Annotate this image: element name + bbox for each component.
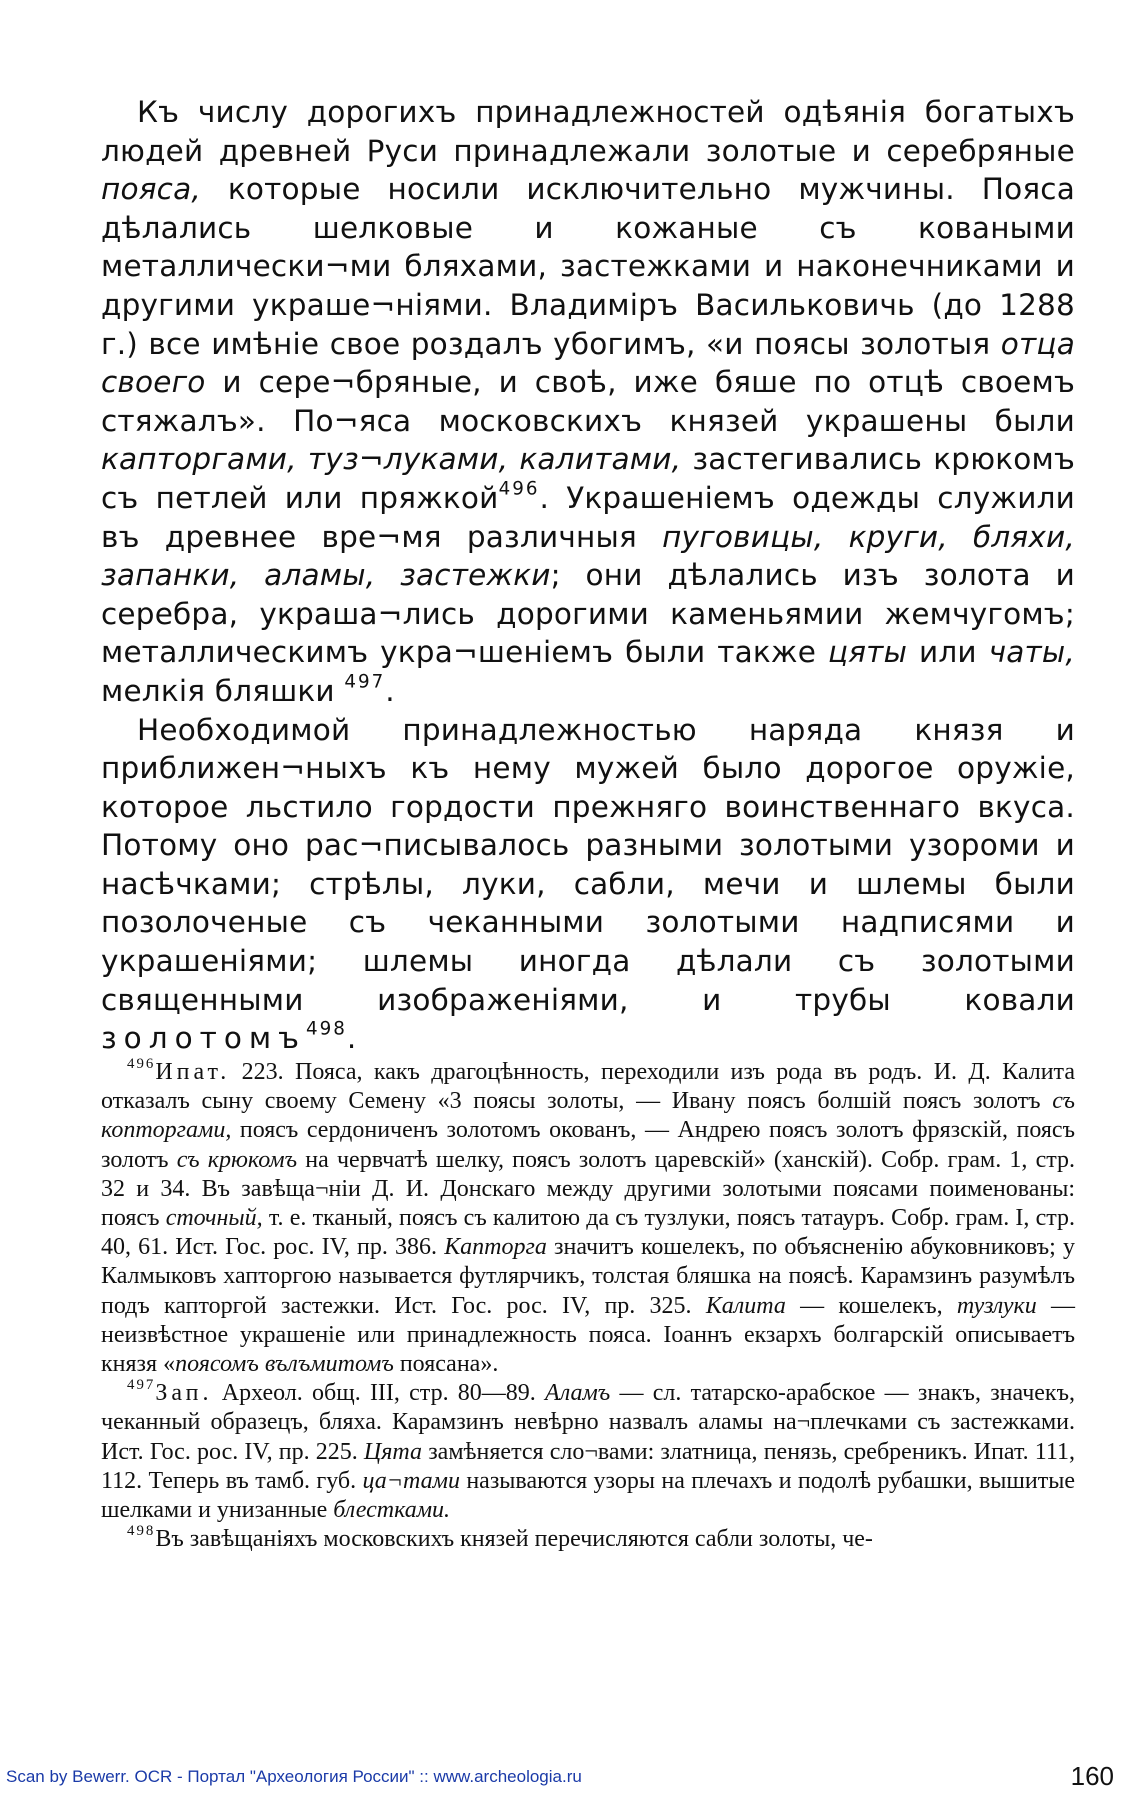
archeologia-link[interactable]: www.archeologia.ru [433, 1767, 582, 1786]
paragraph-weapons: Необходимой принадлежностью наряда князя и приближен¬ныхъ къ нему мужей было дорогое оружіе, которое льстило гордости прежняго воинственнаго вкуса. Потому оно рас¬писывалось разными золотыми узороми и насѣчками; стрѣлы, луки, сабли, мечи и шлемы были позолоченые съ чеканными золотыми надписями и украшеніями; шлемы иногда дѣлали съ золотыми священными изображеніями, и трубы ковали золотомъ$^{498}$. [101, 712, 1075, 1056]
scan-credit: Scan by Bewerr. OCR - Портал "Археология России" :: www.archeologia.ru [6, 1767, 582, 1786]
main-text-body [101, 93, 1075, 1058]
footnote-ref-498[interactable]: 498 [305, 1018, 347, 1040]
footnote-ref-496[interactable]: 496 [498, 478, 540, 500]
footnote-number: 496 [127, 1055, 156, 1072]
footnote-number: 498 [127, 1523, 156, 1540]
page-number: 160 [1070, 1761, 1114, 1791]
footnote-ref-497[interactable]: 497 [344, 671, 386, 693]
page-footer [0, 1763, 1140, 1793]
footnote-number: 497 [127, 1377, 156, 1394]
paragraph-belts: Къ числу дорогихъ принадлежностей одѣянія богатыхъ людей древней Руси принадлежали золотые и серебряные пояса, которые носили исключительно мужчины. Пояса дѣлались шелковые и кожаные съ коваными металлически¬ми бляхами, застежками и наконечниками и другими украше¬ніями. Владиміръ Васильковичь (до 1288 г.) все имѣніе свое роздалъ убогимъ, «и поясы золотыя отца своего и сере¬бряные, и своѣ, иже бяше по отцѣ своемъ стяжалъ». По¬яса московскихъ князей украшены были капторгами, туз¬луками, калитами, застегивались крюкомъ съ петлей или пряжкой$^{496}$. Украшеніемъ одежды служили въ древнее вре¬мя различныя пуговицы, круги, бляхи, запанки, аламы, застежки; они дѣлались изъ золота и серебра, украша¬лись дорогими каменьямии жемчугомъ; металлическимъ укра¬шеніемъ были также цяты или чаты, мелкія бляшки $^{497}$. [101, 95, 1076, 708]
footnote-498: $^{498}$Въ завѣщаніяхъ московскихъ князей перечисляются сабли золоты, че- [127, 1523, 873, 1553]
footnote-497: $^{497}$Зап. Археол. общ. III, стр. 80—89. Аламъ — сл. татарско-арабское — знакъ, значекъ, чеканный образецъ, бляха. Карамзинъ невѣрно назвалъ аламы на¬плечками съ застежками. Ист. Гос. рос. IV, пр. 225. Цята замѣняется сло¬вами: златница, пенязь, сребреникъ. Ипат. 111, 112. Теперь въ тамб. губ. ца¬тами называются узоры на плечахъ и подолѣ рубашки, вышитые шелками и унизанные блестками. [101, 1377, 1075, 1524]
footnotes-section [101, 1055, 1076, 1554]
footnote-496: $^{496}$Ипат. 223. Пояса, какъ драгоцѣнность, переходили изъ рода въ родъ. И. Д. Калита отказалъ сыну своему Семену «3 поясы золоты, — Ивану поясъ болшій поясъ золотъ съ копторгами, поясъ сердониченъ золотомъ окованъ, — Андрею поясъ золотъ фрязскій, поясъ золотъ съ крюкомъ на червчатѣ шелку, поясъ золотъ царевскій» (ханскій). Собр. грам. 1, стр. 32 и 34. Въ завѣща¬ніи Д. И. Донскаго между другими золотыми поясами поименованы: поясъ сточный, т. е. тканый, поясъ съ калитою да съ тузлуки, поясъ татауръ. Собр. грам. I, стр. 40, 61. Ист. Гос. рос. IV, пр. 386. Капторга значитъ кошелекъ, по объясненію абуковниковъ; у Калмыковъ хапторгою называется футлярчикъ, толстая бляшка на поясѣ. Карамзинъ разумѣлъ подъ капторгой застежки. Ист. Гос. рос. IV, пр. 325. Калита — кошелекъ, тузлуки — неизвѣстное украшеніе или принадлежность пояса. Іоаннъ екзархъ болгарскій описываетъ князя «поясомъ вълъмитомъ поясана». [101, 1055, 1076, 1378]
